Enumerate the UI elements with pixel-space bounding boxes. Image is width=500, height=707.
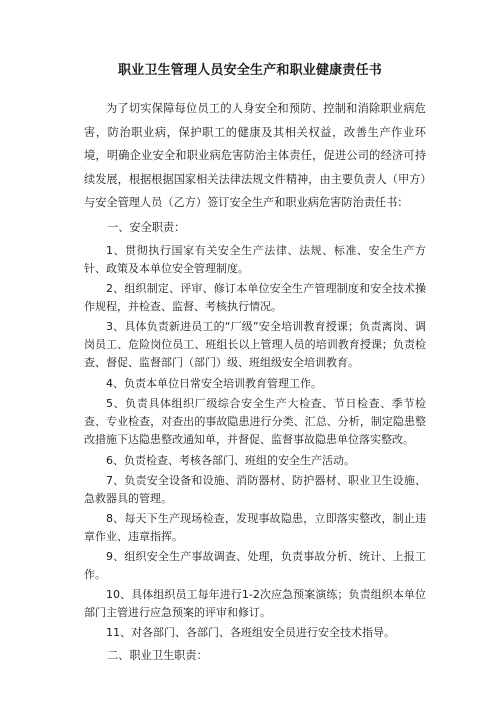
intro-paragraph: 为了切实保障每位员工的人身安全和预防、控制和消除职业病危害，防治职业病，保护职工的健康及其相关权益，改善生产作业环境，明确企业安全和职业病危害防治主体责任，促进公司的经济可持续发展，根据根据国家相关法律法规文件精神，由主要负责人（甲方）与安全管理人员（乙方）签订安全生产和职业病危害防治责任书：	[84, 102, 426, 209]
section-heading-occupational-health: 二、职业卫生职责：	[107, 649, 208, 662]
section-heading-safety: 一、安全职责：	[107, 221, 186, 234]
duty-item-5: 5、负责具体组织厂级综合安全生产大检查、节日检查、季节检查、专业检查，对查出的事故隐患进行分类、汇总、分析，制定隐患整改措施下达隐患整改通知单，并督促、监督事故隐患单位落实整改。	[84, 397, 426, 447]
duty-item-3: 3、具体负责新进员工的“厂级”安全培训教育授课；负责离岗、调岗员工、危险岗位员工、班组长以上管理人员的培训教育授课；负责检查、督促、监督部门（部门）级、班组级安全培训教育。	[84, 320, 426, 370]
document-title: 职业卫生管理人员安全生产和职业健康责任书	[117, 63, 382, 78]
duty-item-2: 2、组织制定、评审、修订本单位安全生产管理制度和安全技术操作规程，并检查、监督、考核执行情况。	[84, 282, 426, 314]
duty-item-4: 4、负责本单位日常安全培训教育管理工作。	[106, 377, 322, 390]
duty-item-9: 9、组织安全生产事故调查、处理，负责事故分析、统计、上报工作。	[84, 550, 426, 582]
duty-item-1: 1、贯彻执行国家有关安全生产法律、法规、标准、安全生产方针、政策及本单位安全管理制度。	[84, 244, 426, 276]
duty-item-6: 6、负责检查、考核各部门、班组的安全生产活动。	[106, 454, 355, 467]
duty-item-11: 11、对各部门、各部门、各班组安全员进行安全技术指导。	[106, 626, 395, 639]
duty-item-10: 10、具体组织员工每年进行1-2次应急预案演练；负责组织本单位部门主管进行应急预案的评审和修订。	[84, 588, 426, 620]
duty-item-7: 7、负责安全设备和设施、消防器材、防护器材、职业卫生设施、急救器具的管理。	[84, 474, 426, 506]
duty-item-8: 8、每天下生产现场检查，发现事故隐患，立即落实整改，制止违章作业、违章指挥。	[84, 512, 426, 544]
